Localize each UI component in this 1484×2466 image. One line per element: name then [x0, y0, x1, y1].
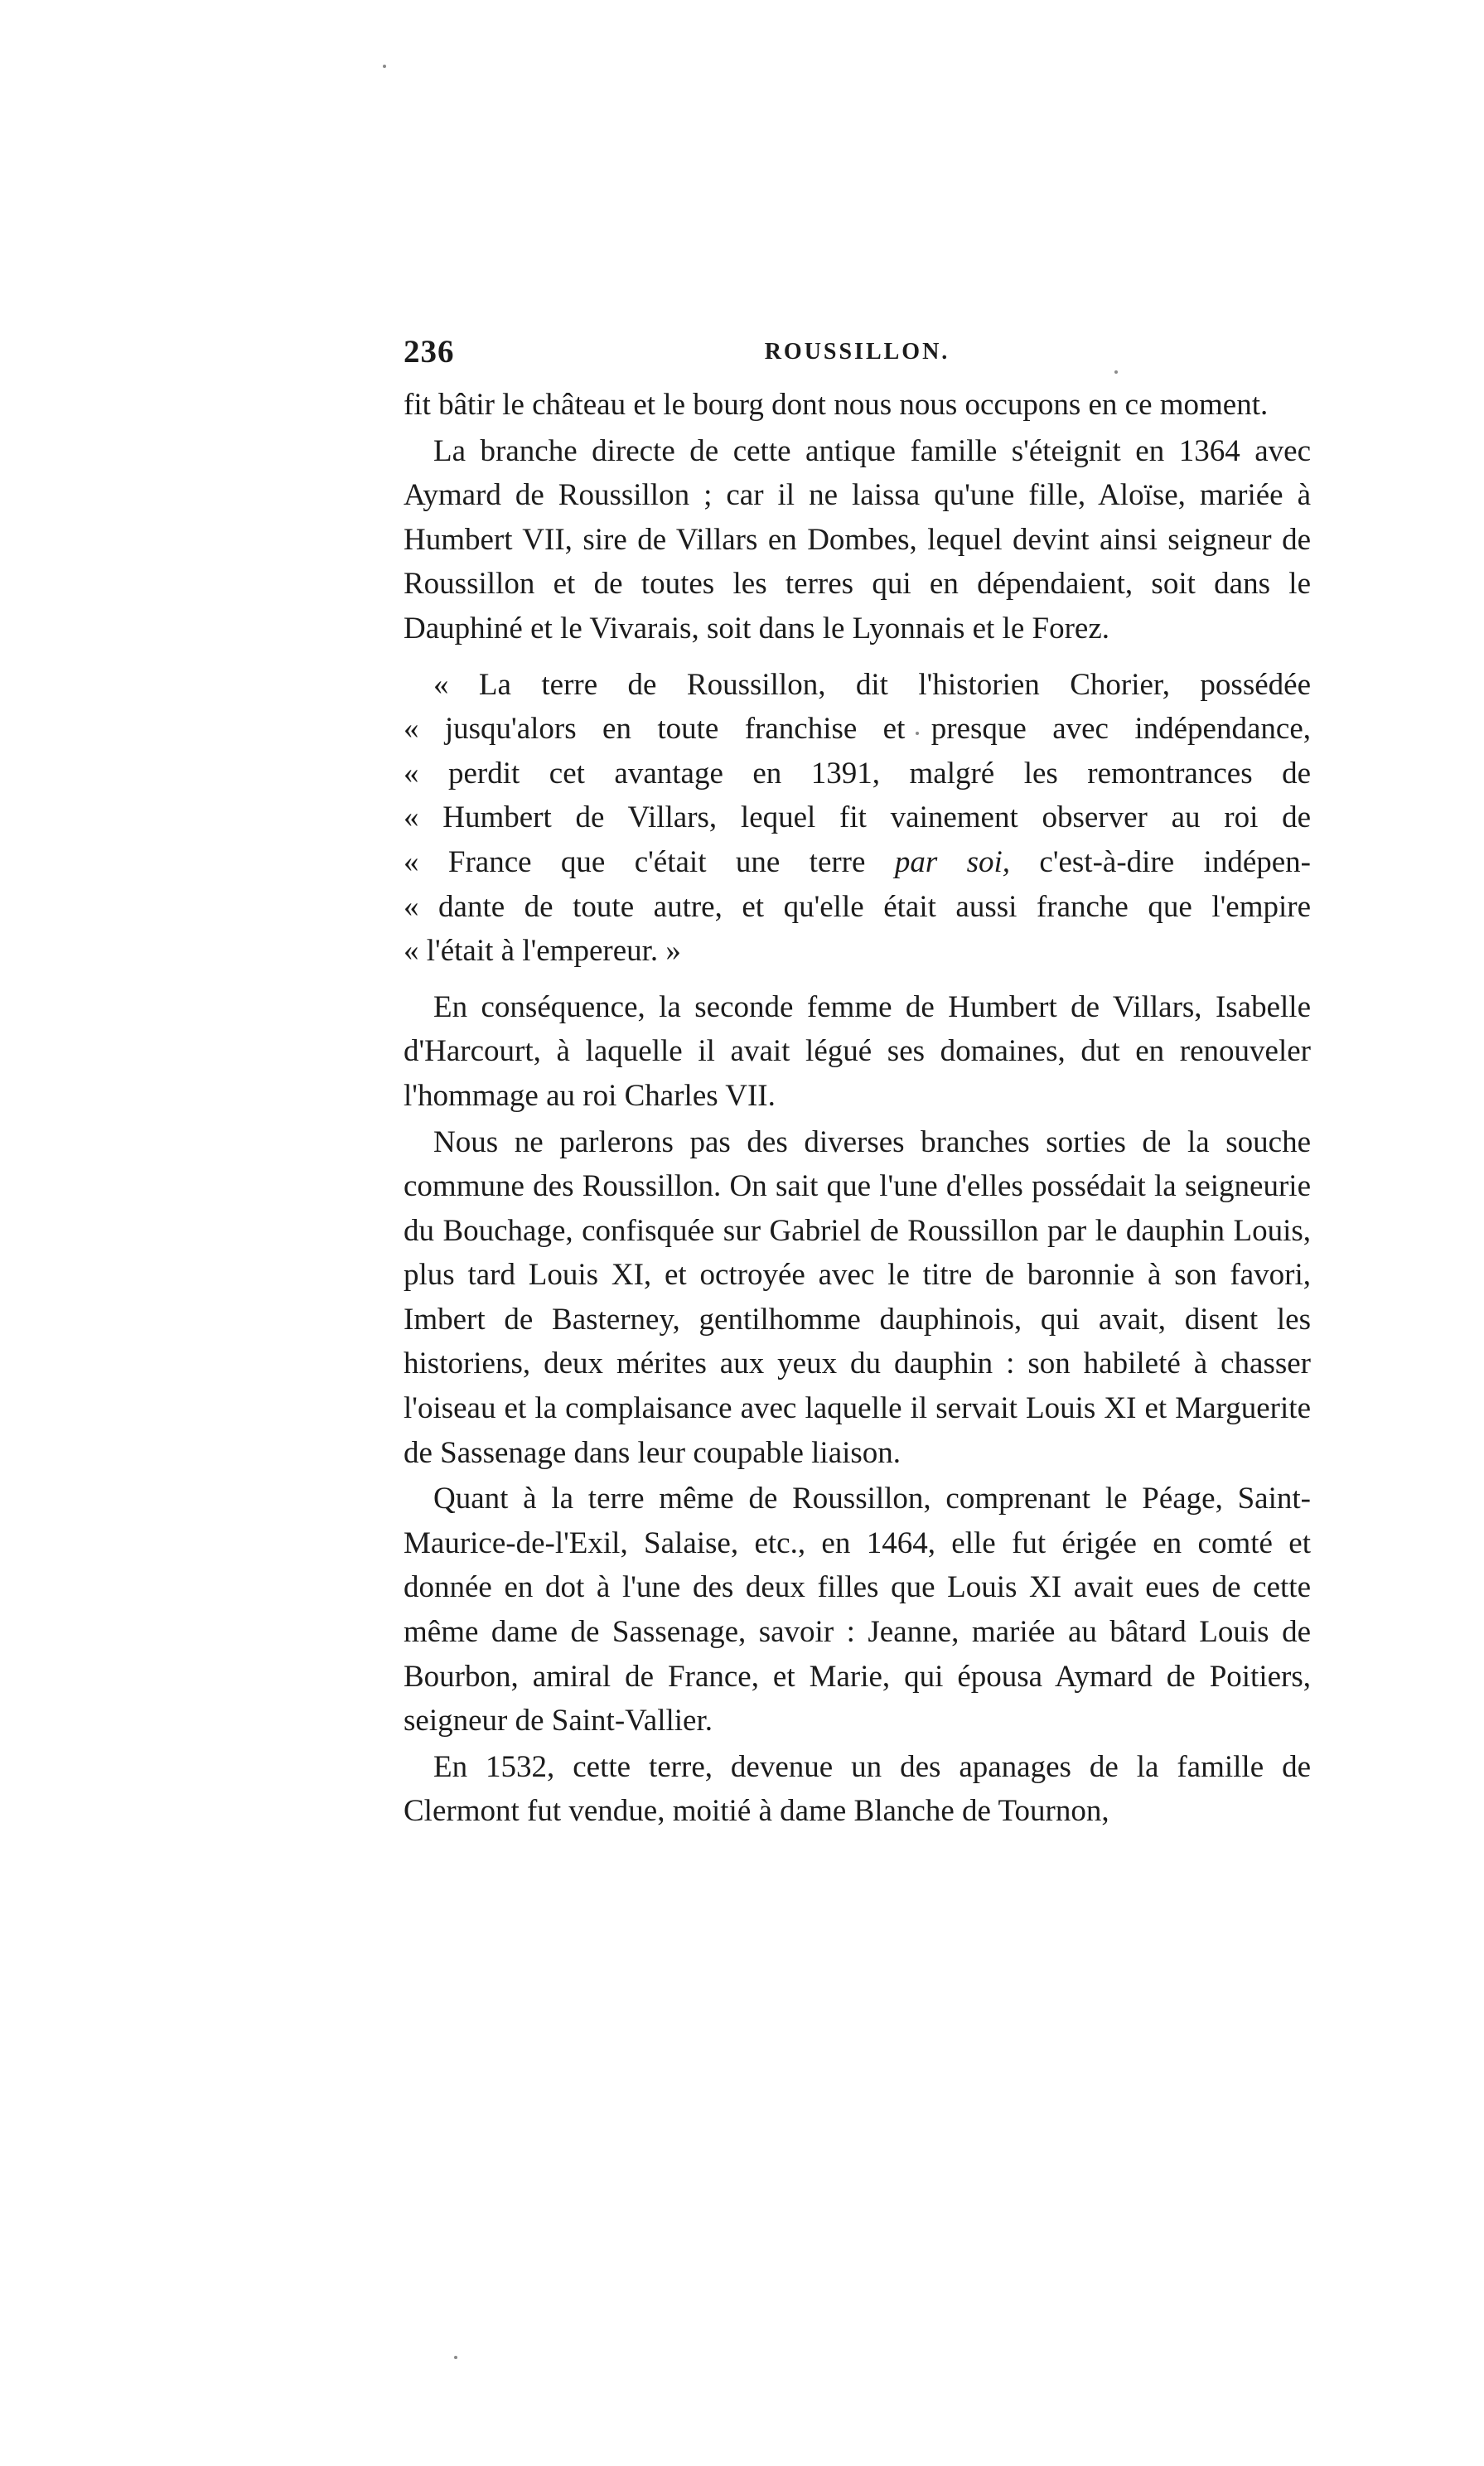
- quotation-chorier: [404, 663, 1311, 974]
- paragraph-continuation: fit bâtir le château et le bourg dont nous nous occupons en ce moment.: [404, 388, 1269, 422]
- paragraph-1532: En 1532, cette terre, devenue un des apanages de la famille de Clermont fut vendue, moitié à dame Blanche de Tournon,: [404, 1749, 1311, 1829]
- paper-speck: [383, 65, 386, 68]
- quote-line: « Humbert de Villars, lequel fit vainement observer au roi de: [404, 800, 1311, 835]
- page-body: [404, 383, 1311, 1834]
- paragraph-consequence: En conséquence, la seconde femme de Humbert de Villars, Isabelle d'Harcourt, à laquelle il avait légué ses domaines, dut en renouveler l'hommage au roi Charles VII.: [404, 989, 1311, 1113]
- quote-line: « dante de toute autre, et qu'elle était aussi franche que l'empire: [404, 889, 1311, 924]
- quote-line: « perdit cet avantage en 1391, malgré les remontrances de: [404, 756, 1311, 791]
- paragraph-terre-meme: Quant à la terre même de Roussillon, comprenant le Péage, Saint-Maurice-de-l'Exil, Salaise, etc., en 1464, elle fut érigée en comté et donnée en dot à l'une des deux filles que Louis XI avait eues de cette même dame de Sassenage, savoir : Jeanne, mariée au bâtard Louis de Bourbon, amiral de France, et Marie, qui épousa Aymard de Poitiers, seigneur de Saint-Vallier.: [404, 1482, 1311, 1738]
- page-number: 236: [404, 334, 455, 370]
- quote-line: « jusqu'alors en toute franchise et presque avec indépendance,: [404, 712, 1311, 747]
- running-title: ROUSSILLON.: [764, 339, 950, 365]
- paper-speck: [454, 2356, 457, 2359]
- quote-line: « l'était à l'empereur. »: [404, 934, 681, 969]
- quote-line-tail: c'est-à-dire indépen-: [1039, 844, 1311, 879]
- page-header: [404, 327, 1311, 377]
- quote-line-start: « France que c'était une terre: [404, 844, 866, 879]
- paragraph-branche-directe: La branche directe de cette antique famille s'éteignit en 1364 avec Aymard de Roussillon ; car il ne laissa qu'une fille, Aloïse, mariée à Humbert VII, sire de Villars en Dombes, lequel devint ainsi seigneur de Roussillon et de toutes les terres qui en dépendaient, soit dans le Dauphiné et le Vivarais, soit dans le Lyonnais et le Forez.: [404, 433, 1311, 646]
- quote-line-mixed: [404, 840, 1311, 885]
- quote-line: « La terre de Roussillon, dit l'historien Chorier, possédée: [433, 667, 1311, 702]
- paragraph-branches: Nous ne parlerons pas des diverses branches sorties de la souche commune des Roussillon. On sait que l'une d'elles possédait la seigneurie du Bouchage, confisquée sur Gabriel de Roussillon par le dauphin Louis, plus tard Louis XI, et octroyée avec le titre de baronnie à son favori, Imbert de Basterney, gentilhomme dauphinois, qui avait, disent les historiens, deux mérites aux yeux du dauphin : son habileté à chasser l'oiseau et la complaisance avec laquelle il servait Louis XI et Marguerite de Sassenage dans leur coupable liaison.: [404, 1124, 1311, 1470]
- quote-italic-phrase: par soi,: [894, 844, 1011, 879]
